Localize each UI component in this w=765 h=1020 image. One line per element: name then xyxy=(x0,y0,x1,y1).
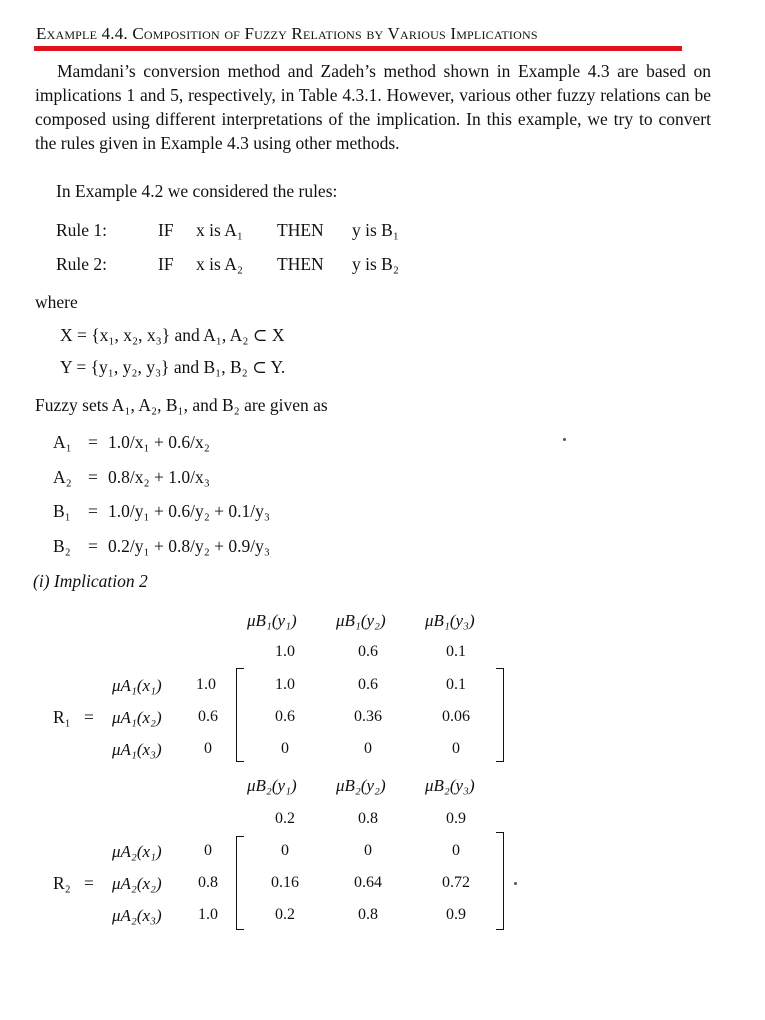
r1-row-header-1: μA₁(x₁) xyxy=(112,676,162,695)
set-b1-name: B₁ xyxy=(53,501,71,521)
r1-row-value-1: 1.0 xyxy=(196,676,216,693)
r2-cell-1-3: 0 xyxy=(452,842,460,859)
set-a1-eq: = xyxy=(88,432,98,452)
r2-cell-2-2: 0.64 xyxy=(354,874,382,891)
r2-cell-1-1: 0 xyxy=(281,842,289,859)
r1-col-value-1: 1.0 xyxy=(275,643,295,660)
r1-left-bracket xyxy=(236,668,244,762)
r2-cell-2-1: 0.16 xyxy=(271,874,299,891)
rule-2-label: Rule 2: xyxy=(56,254,108,274)
r1-right-bracket xyxy=(496,668,504,762)
r1-cell-1-2: 0.6 xyxy=(358,676,378,693)
r1-col-header-1: μB₁(y₁) xyxy=(247,611,297,630)
rule-2-antecedent: x is A₂ xyxy=(196,254,243,274)
r1-col-value-3: 0.1 xyxy=(446,643,466,660)
rule-1-if: IF xyxy=(158,220,174,240)
r1-col-header-3: μB₁(y₃) xyxy=(425,611,475,630)
r2-col-value-3: 0.9 xyxy=(446,810,466,827)
rule-2-then: THEN xyxy=(277,254,324,274)
r2-name: R₂ xyxy=(53,873,71,893)
r2-cell-3-1: 0.2 xyxy=(275,906,295,923)
r2-row-header-1: μA₂(x₁) xyxy=(112,842,162,861)
section-label: (i) Implication 2 xyxy=(33,571,148,591)
intro-paragraph xyxy=(35,59,711,155)
set-a2-eq: = xyxy=(88,467,98,487)
r1-col-value-2: 0.6 xyxy=(358,643,378,660)
r2-row-value-1: 0 xyxy=(204,842,212,859)
rule-2-consequent: y is B₂ xyxy=(352,254,399,274)
r1-cell-2-2: 0.36 xyxy=(354,708,382,725)
r1-eq: = xyxy=(84,707,94,727)
section-heading: Example 4.4. Composition of Fuzzy Relations by Various Implications xyxy=(36,24,538,43)
r2-col-value-2: 0.8 xyxy=(358,810,378,827)
set-a1-def: 1.0/x₁ + 0.6/x₂ xyxy=(108,432,210,452)
where-label: where xyxy=(35,292,78,312)
r1-col-header-2: μB₁(y₂) xyxy=(336,611,386,630)
r2-cell-2-3: 0.72 xyxy=(442,874,470,891)
r1-cell-1-3: 0.1 xyxy=(446,676,466,693)
rules-intro: In Example 4.2 we considered the rules: xyxy=(56,181,338,201)
set-a2-name: A₂ xyxy=(53,467,72,487)
r1-row-value-3: 0 xyxy=(204,740,212,757)
r2-row-header-2: μA₂(x₂) xyxy=(112,874,162,893)
r2-row-header-3: μA₂(x₃) xyxy=(112,906,162,925)
r2-row-value-3: 1.0 xyxy=(198,906,218,923)
set-b1-def: 1.0/y₁ + 0.6/y₂ + 0.1/y₃ xyxy=(108,501,271,521)
rule-1-antecedent: x is A₁ xyxy=(196,220,243,240)
r2-right-bracket xyxy=(496,832,504,930)
r1-row-value-2: 0.6 xyxy=(198,708,218,725)
universe-x: X = {x₁, x₂, x₃} and A₁, A₂ ⊂ X xyxy=(60,325,285,345)
set-b2-def: 0.2/y₁ + 0.8/y₂ + 0.9/y₃ xyxy=(108,536,271,556)
r1-row-header-3: μA₁(x₃) xyxy=(112,740,162,759)
scan-speck-2 xyxy=(514,882,517,885)
fuzzy-sets-intro: Fuzzy sets A₁, A₂, B₁, and B₂ are given as xyxy=(35,395,328,415)
r2-col-header-2: μB₂(y₂) xyxy=(336,776,386,795)
r2-left-bracket xyxy=(236,836,244,930)
r2-row-value-2: 0.8 xyxy=(198,874,218,891)
r2-col-header-1: μB₂(y₁) xyxy=(247,776,297,795)
set-a1-name: A₁ xyxy=(53,432,72,452)
r1-cell-3-2: 0 xyxy=(364,740,372,757)
intro-text: Mamdani’s conversion method and Zadeh’s method shown in Example 4.3 are based on implications 1 and 5, respectively, in Table 4.3.1. However, various other fuzzy relations can be composed using different interpretations of the implication. In this example, we try to convert the rules given in Example 4.3 using other methods. xyxy=(35,61,711,153)
set-b2-eq: = xyxy=(88,536,98,556)
heading-rule xyxy=(34,46,682,51)
scan-speck xyxy=(563,438,566,441)
r1-cell-3-3: 0 xyxy=(452,740,460,757)
rule-1-consequent: y is B₁ xyxy=(352,220,399,240)
r2-eq: = xyxy=(84,873,94,893)
r1-cell-3-1: 0 xyxy=(281,740,289,757)
r2-cell-3-2: 0.8 xyxy=(358,906,378,923)
rule-1-then: THEN xyxy=(277,220,324,240)
rule-1-label: Rule 1: xyxy=(56,220,108,240)
r1-cell-1-1: 1.0 xyxy=(275,676,295,693)
set-a2-def: 0.8/x₂ + 1.0/x₃ xyxy=(108,467,210,487)
r2-cell-3-3: 0.9 xyxy=(446,906,466,923)
universe-y: Y = {y₁, y₂, y₃} and B₁, B₂ ⊂ Y. xyxy=(60,357,286,377)
r2-col-value-1: 0.2 xyxy=(275,810,295,827)
r1-row-header-2: μA₁(x₂) xyxy=(112,708,162,727)
r2-cell-1-2: 0 xyxy=(364,842,372,859)
set-b1-eq: = xyxy=(88,501,98,521)
set-b2-name: B₂ xyxy=(53,536,71,556)
r1-name: R₁ xyxy=(53,707,71,727)
r1-cell-2-1: 0.6 xyxy=(275,708,295,725)
r1-cell-2-3: 0.06 xyxy=(442,708,470,725)
rule-2-if: IF xyxy=(158,254,174,274)
r2-col-header-3: μB₂(y₃) xyxy=(425,776,475,795)
